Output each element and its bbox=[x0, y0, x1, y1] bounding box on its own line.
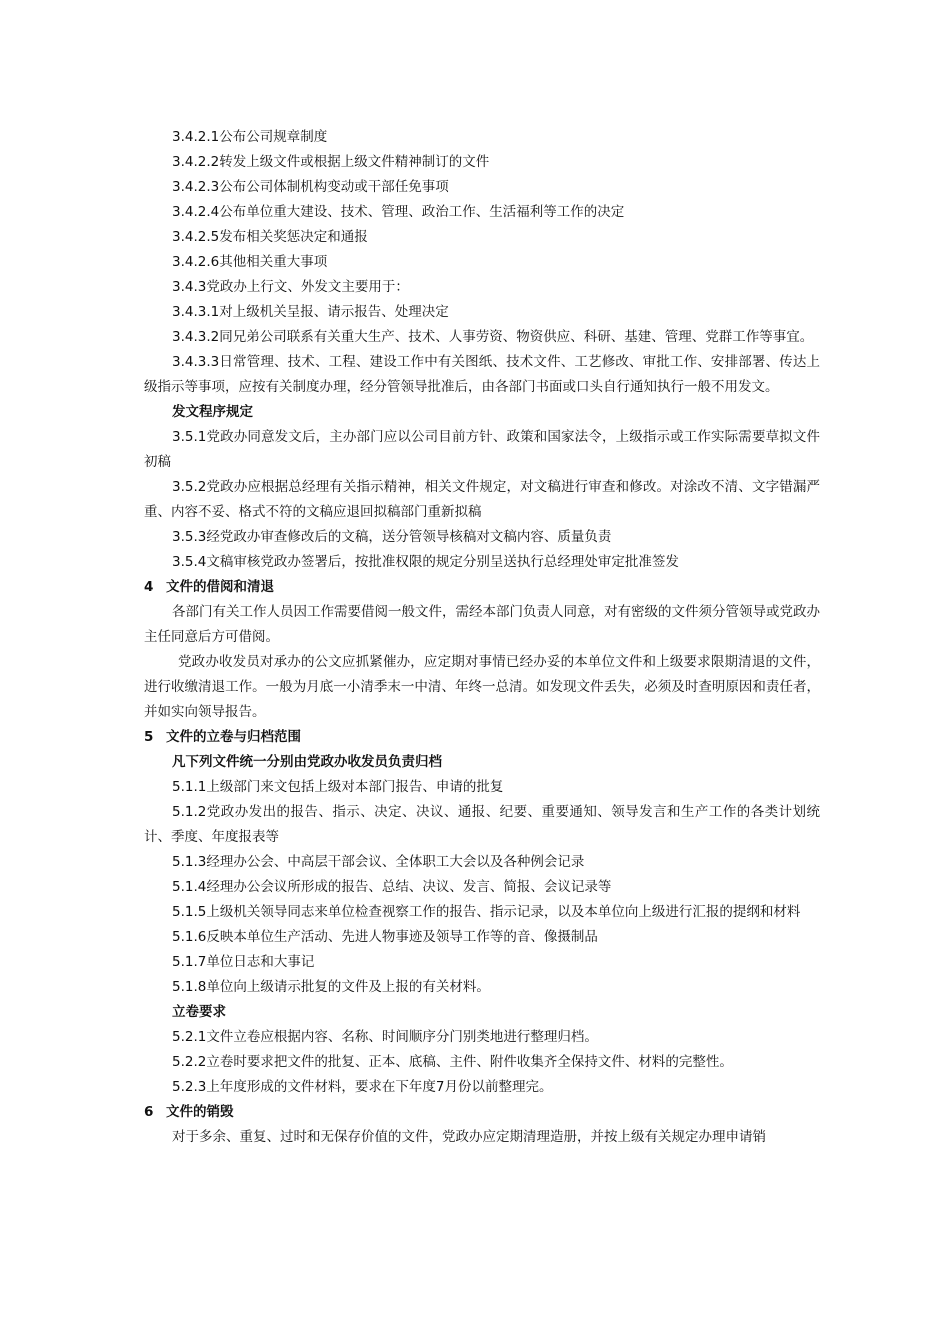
paragraph-3-5-4: 3.5.4文稿审核党政办签署后，按批准权限的规定分别呈送执行总经理处审定批准签发 bbox=[172, 554, 679, 570]
paragraph-borrowing: 各部门有关工作人员因工作需要借阅一般文件，需经本部门负责人同意，对有密级的文件须分管领导或党政办主任同意后方可借阅。 bbox=[144, 604, 820, 645]
paragraph-3-4-2-5: 3.4.2.5发布相关奖惩决定和通报 bbox=[172, 229, 368, 245]
paragraph-3-4-3-1: 3.4.3.1对上级机关呈报、请示报告、处理决定 bbox=[172, 304, 449, 320]
paragraph-5-1-4: 5.1.4经理办公会议所形成的报告、总结、决议、发言、简报、会议记录等 bbox=[172, 879, 612, 895]
paragraph-3-4-2-3: 3.4.2.3公布公司体制机构变动或干部任免事项 bbox=[172, 179, 449, 195]
paragraph-3-5-2: 3.5.2党政办应根据总经理有关指示精神，相关文件规定，对文稿进行审查和修改。对涂改不清、文字错漏严重、内容不妥、格式不符的文稿应退回拟稿部门重新拟稿 bbox=[144, 479, 820, 520]
paragraph-5-2-2: 5.2.2立卷时要求把文件的批复、正本、底稿、主件、附件收集齐全保持文件、材料的完整性。 bbox=[172, 1054, 733, 1070]
paragraph-5-1-1: 5.1.1上级部门来文包括上级对本部门报告、申请的批复 bbox=[172, 779, 504, 795]
paragraph-3-4-2-4: 3.4.2.4公布单位重大建设、技术、管理、政治工作、生活福利等工作的决定 bbox=[172, 204, 625, 220]
paragraph-3-4-3: 3.4.3党政办上行文、外发文主要用于： bbox=[172, 279, 409, 295]
paragraph-3-4-2-1: 3.4.2.1公布公司规章制度 bbox=[172, 129, 328, 145]
section-number: 4 bbox=[144, 579, 154, 595]
paragraph-5-1-7: 5.1.7单位日志和大事记 bbox=[172, 954, 315, 970]
section-title: 文件的销毁 bbox=[166, 1104, 234, 1120]
section-number: 6 bbox=[144, 1104, 154, 1120]
section-heading-6 bbox=[144, 1100, 820, 1125]
section-heading-5 bbox=[144, 725, 820, 750]
section-heading-4 bbox=[144, 575, 820, 600]
paragraph-3-5-3: 3.5.3经党政办审查修改后的文稿，送分管领导核稿对文稿内容、质量负责 bbox=[172, 529, 612, 545]
paragraph-3-4-3-3: 3.4.3.3日常管理、技术、工程、建设工作中有关图纸、技术文件、工艺修改、审批工作、安排部署、传达上级指示等事项，应按有关制度办理，经分管领导批准后，由各部门书面或口头自行通知执行一般不用发文。 bbox=[144, 354, 820, 395]
paragraph-5-2-3: 5.2.3上年度形成的文件材料，要求在下年度7月份以前整理完。 bbox=[172, 1079, 553, 1095]
paragraph-5-1-3: 5.1.3经理办公会、中高层干部会议、全体职工大会以及各种例会记录 bbox=[172, 854, 585, 870]
paragraph-returning: 党政办收发员对承办的公文应抓紧催办，应定期对事情已经办妥的本单位文件和上级要求限期清退的文件，进行收缴清退工作。一般为月底一小清季末一中清、年终一总清。如发现文件丢失，必须及时查明原因和责任者，并如实向领导报告。 bbox=[144, 654, 820, 720]
document-body bbox=[144, 125, 820, 1150]
paragraph-3-4-3-2: 3.4.3.2同兄弟公司联系有关重大生产、技术、人事劳资、物资供应、科研、基建、管理、党群工作等事宜。 bbox=[172, 329, 814, 345]
paragraph-3-5-1: 3.5.1党政办同意发文后，主办部门应以公司目前方针、政策和国家法令，上级指示或工作实际需要草拟文件初稿 bbox=[144, 429, 820, 470]
paragraph-3-4-2-2: 3.4.2.2转发上级文件或根据上级文件精神制订的文件 bbox=[172, 154, 490, 170]
paragraph-5-2-1: 5.2.1文件立卷应根据内容、名称、时间顺序分门别类地进行整理归档。 bbox=[172, 1029, 598, 1045]
section-title: 文件的立卷与归档范围 bbox=[166, 729, 301, 745]
section-number: 5 bbox=[144, 729, 154, 745]
subheading-archiving-scope: 凡下列文件统一分别由党政办收发员负责归档 bbox=[172, 754, 442, 770]
paragraph-destruction: 对于多余、重复、过时和无保存价值的文件，党政办应定期清理造册，并按上级有关规定办理申请销 bbox=[172, 1129, 766, 1145]
paragraph-5-1-6: 5.1.6反映本单位生产活动、先进人物事迹及领导工作等的音、像摄制品 bbox=[172, 929, 598, 945]
paragraph-5-1-8: 5.1.8单位向上级请示批复的文件及上报的有关材料。 bbox=[172, 979, 490, 995]
paragraph-5-1-2: 5.1.2党政办发出的报告、指示、决定、决议、通报、纪要、重要通知、领导发言和生产工作的各类计划统计、季度、年度报表等 bbox=[144, 804, 820, 845]
paragraph-5-1-5: 5.1.5上级机关领导同志来单位检查视察工作的报告、指示记录，以及本单位向上级进行汇报的提纲和材料 bbox=[172, 904, 801, 920]
subheading-issuing-procedure: 发文程序规定 bbox=[172, 404, 253, 420]
paragraph-3-4-2-6: 3.4.2.6其他相关重大事项 bbox=[172, 254, 328, 270]
subheading-filing-requirements: 立卷要求 bbox=[172, 1004, 226, 1020]
section-title: 文件的借阅和清退 bbox=[166, 579, 274, 595]
